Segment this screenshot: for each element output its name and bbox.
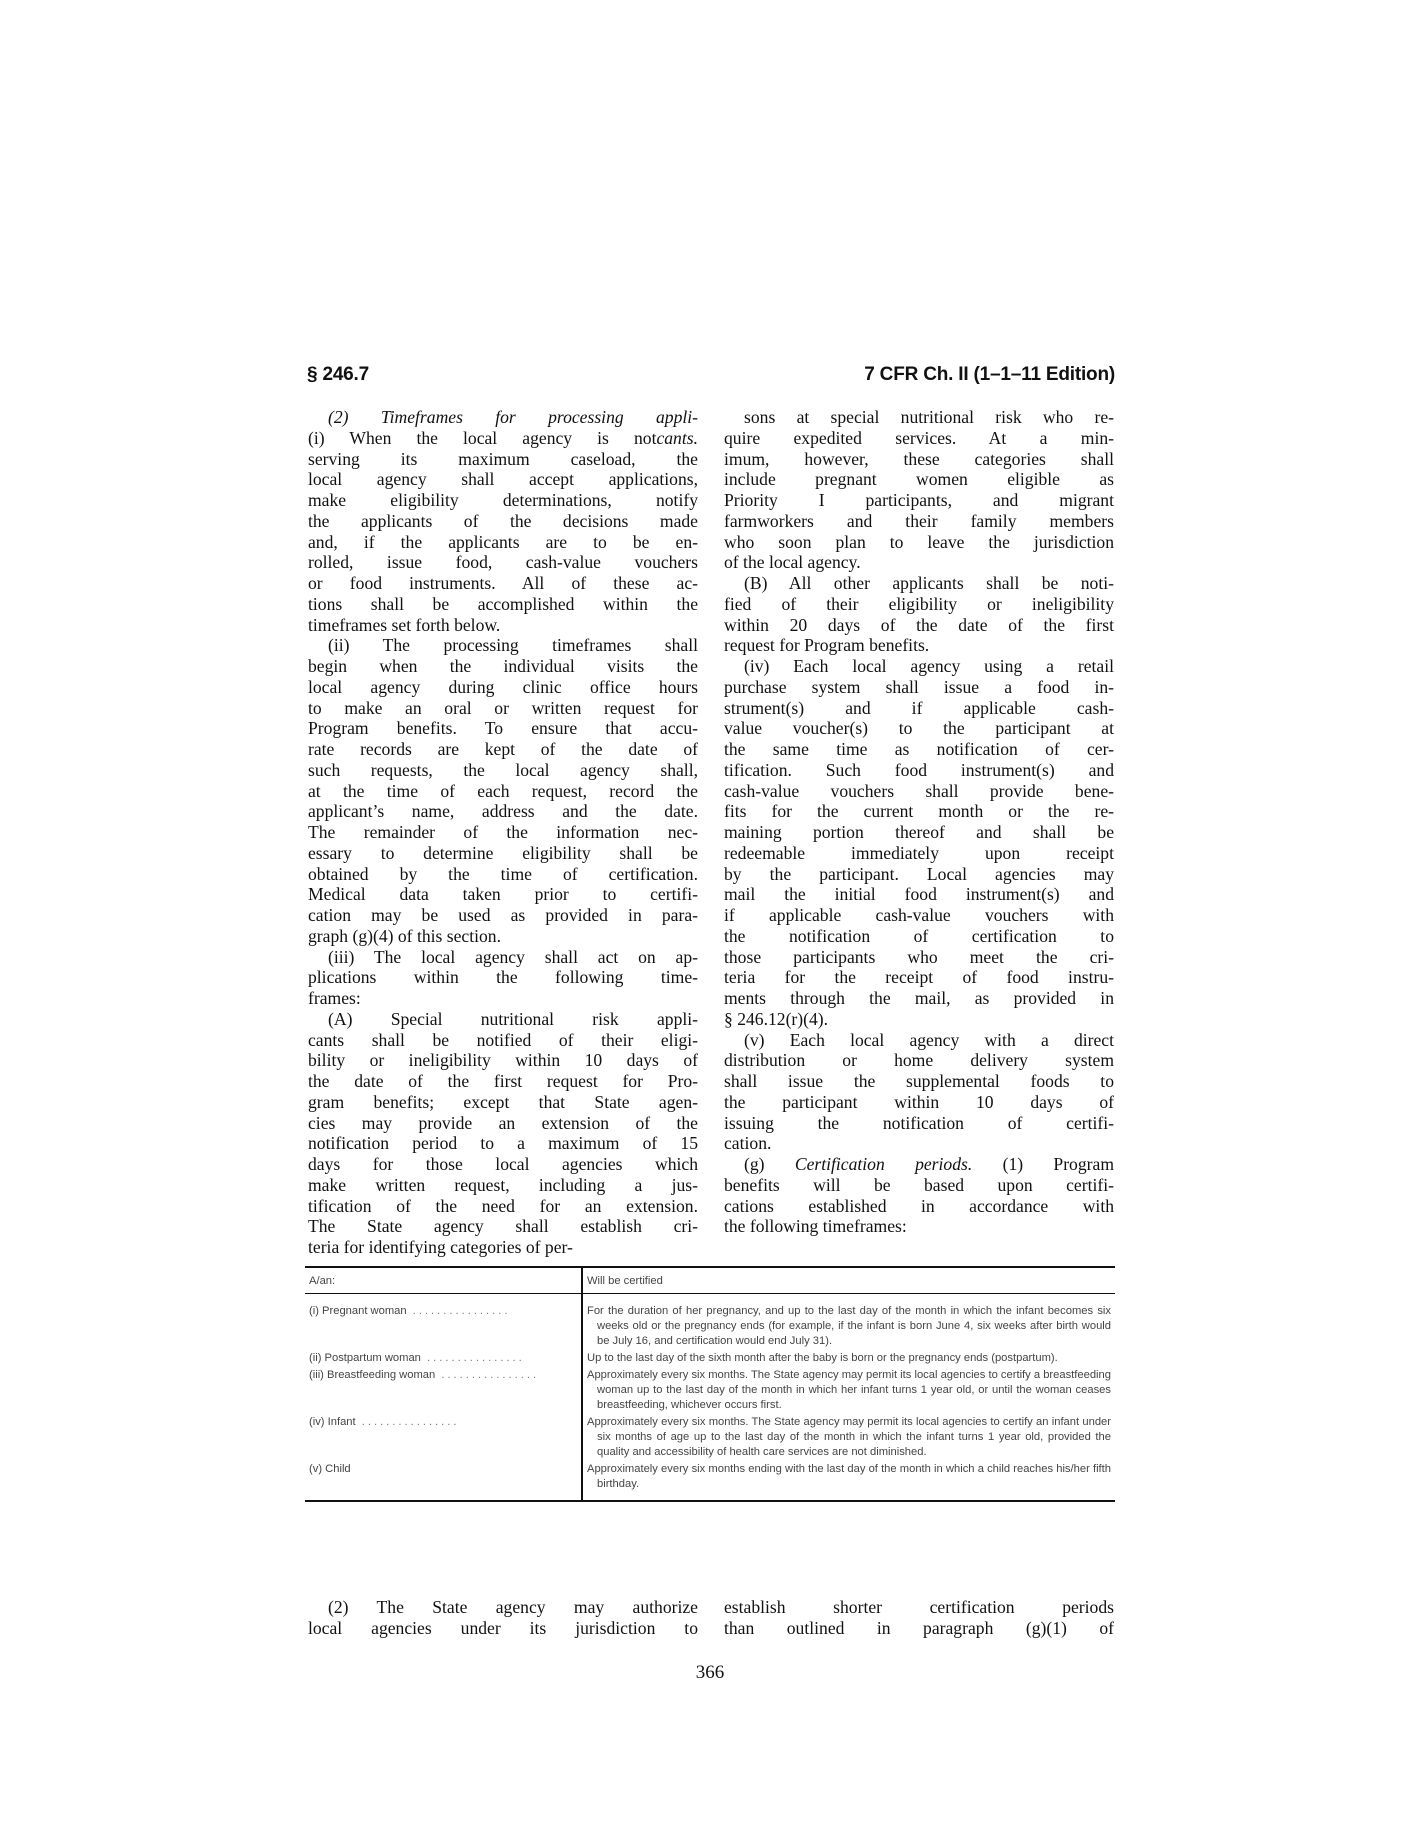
- text-line: notification period to a maximum of 15: [308, 1133, 698, 1154]
- text-line: Priority I participants, and migrant: [724, 490, 1114, 510]
- text-line: bility or ineligibility within 10 days of: [308, 1050, 698, 1071]
- text-line: sons at special nutritional risk who re-: [744, 407, 1114, 427]
- section-number: § 246.7: [307, 364, 369, 385]
- text-line: mail the initial food instrument(s) and: [724, 884, 1114, 905]
- text-line: gram benefits; except that State agen-: [308, 1091, 698, 1112]
- text-line: or food instruments. All of these ac-: [308, 573, 698, 593]
- dot-leader: ................: [406, 1305, 511, 1317]
- text-line: graph (g)(4) of this section.: [308, 925, 501, 946]
- text-line: local agency shall accept applications,: [308, 469, 698, 490]
- text-line: the participant within 10 days of: [724, 1091, 1114, 1112]
- text-line: farmworkers and their family members: [724, 510, 1114, 531]
- text-line: issuing the notification of certifi-: [724, 1112, 1114, 1133]
- text-line: fits for the current month or the re-: [724, 801, 1114, 822]
- dot-leader: ................: [355, 1416, 460, 1428]
- text-line: to make an oral or written request for: [308, 697, 698, 718]
- certification-period-cell: [582, 1294, 1115, 1351]
- text-line: tions shall be accomplished within the: [308, 593, 698, 614]
- text-line: [308, 407, 698, 428]
- text-line: imum, however, these categories shall: [724, 448, 1114, 469]
- text-run: (i) When the local agency is not: [308, 427, 657, 448]
- text-line: quire expedited services. At a min-: [724, 427, 1114, 448]
- table-row: [305, 1367, 1115, 1414]
- text-run: (g): [744, 1154, 795, 1174]
- text-line: (iv) Each local agency using a retail: [744, 656, 1114, 676]
- text-line: those participants who meet the cri-: [724, 946, 1114, 967]
- text-line: cies may provide an extension of the: [308, 1112, 698, 1133]
- text-line: the date of the first request for Pro-: [308, 1071, 698, 1091]
- text-line: frames:: [308, 988, 361, 1008]
- dot-leader: ................: [435, 1369, 540, 1381]
- text-line: fied of their eligibility or ineligibility: [724, 593, 1114, 614]
- text-line: teria for the receipt of food instru-: [724, 967, 1114, 988]
- category-cell: [305, 1294, 582, 1351]
- text-line: make eligibility determinations, notify: [308, 490, 698, 510]
- text-line: timeframes set forth below.: [308, 614, 501, 635]
- category-cell: [305, 1461, 582, 1501]
- text-line: benefits will be based upon certifi-: [724, 1174, 1114, 1195]
- certification-period-text: Approximately every six months. The State agency may permit its local agencies to certify an infant under six months of age up to the last day of the month in which the infant turns 1 year old, provided the quality and accessibility of health care services are not diminished.: [587, 1416, 1111, 1458]
- italic-heading: Certification periods.: [794, 1154, 973, 1174]
- category-cell: [305, 1367, 582, 1414]
- text-run: (1) Program: [972, 1154, 1115, 1174]
- text-line: [724, 1154, 1114, 1175]
- table-row: [305, 1350, 1115, 1367]
- text-line: (A) Special nutritional risk appli-: [328, 1008, 698, 1029]
- text-line: of the local agency.: [724, 552, 861, 573]
- text-line: tification. Such food instrument(s) and: [724, 759, 1114, 780]
- category-label: (ii) Postpartum woman: [309, 1352, 421, 1364]
- text-line: such requests, the local agency shall,: [308, 759, 698, 780]
- table-header-row: [305, 1267, 1115, 1294]
- text-line: The State agency shall establish cri-: [308, 1216, 698, 1237]
- text-line: local agencies under its jurisdiction to: [308, 1617, 698, 1638]
- text-line: request for Program benefits.: [724, 635, 930, 656]
- certification-period-text: Approximately every six months. The State agency may permit its local agencies to certify a breastfeeding woman up to the last day of the month in which her infant turns 1 year old, or until the woman ceases breastfeeding, whichever occurs first.: [587, 1369, 1111, 1411]
- certification-periods-table: [305, 1266, 1115, 1502]
- table-body: [305, 1294, 1115, 1502]
- text-line: days for those local agencies which: [308, 1154, 698, 1174]
- text-line: cations established in accordance with: [724, 1195, 1114, 1216]
- text-line: obtained by the time of certification.: [308, 863, 698, 884]
- text-line: serving its maximum caseload, the: [308, 448, 698, 469]
- text-line: begin when the individual visits the: [308, 656, 698, 676]
- text-line: plications within the following time-: [308, 967, 698, 988]
- text-line: distribution or home delivery system: [724, 1050, 1114, 1071]
- dot-leader: ................: [420, 1352, 525, 1364]
- certification-period-text: Up to the last day of the sixth month after the baby is born or the pregnancy ends (postpartum).: [587, 1352, 1058, 1364]
- text-line: the following timeframes:: [724, 1216, 907, 1237]
- text-line: include pregnant women eligible as: [724, 469, 1114, 490]
- text-line: than outlined in paragraph (g)(1) of: [724, 1617, 1114, 1638]
- text-line: cash-value vouchers shall provide bene-: [724, 780, 1114, 801]
- table-row: [305, 1461, 1115, 1501]
- category-label: (v) Child: [309, 1463, 351, 1475]
- text-line: the applicants of the decisions made: [308, 510, 698, 531]
- text-line: The remainder of the information nec-: [308, 822, 698, 842]
- category-label: (iv) Infant: [309, 1416, 356, 1428]
- text-line: shall issue the supplemental foods to: [724, 1071, 1114, 1091]
- italic-heading: cants.: [656, 427, 698, 448]
- text-line: strument(s) and if applicable cash-: [724, 697, 1114, 718]
- text-line: (v) Each local agency with a direct: [744, 1029, 1114, 1050]
- text-line: the notification of certification to: [724, 925, 1114, 946]
- table-row: [305, 1294, 1115, 1351]
- category-label: (iii) Breastfeeding woman: [309, 1369, 436, 1381]
- category-label: (i) Pregnant woman: [309, 1305, 407, 1317]
- text-line: essary to determine eligibility shall be: [308, 842, 698, 863]
- running-head: 7 CFR Ch. II (1–1–11 Edition): [864, 364, 1115, 385]
- text-line: (ii) The processing timeframes shall: [328, 635, 698, 656]
- text-line: cation.: [724, 1133, 772, 1154]
- text-line: maining portion thereof and shall be: [724, 822, 1114, 842]
- continued-text-left: [308, 1597, 698, 1639]
- text-line: rolled, issue food, cash-value vouchers: [308, 552, 698, 573]
- text-line: Medical data taken prior to certifi-: [308, 884, 698, 905]
- text-line: [308, 428, 698, 449]
- text-line: applicant’s name, address and the date.: [308, 801, 698, 822]
- text-line: local agency during clinic office hours: [308, 676, 698, 697]
- text-column-left: [308, 407, 698, 1258]
- text-line: purchase system shall issue a food in-: [724, 676, 1114, 697]
- page-number: 366: [695, 1662, 725, 1683]
- continued-text-right: [724, 1597, 1114, 1639]
- text-line: by the participant. Local agencies may: [724, 863, 1114, 884]
- text-line: § 246.12(r)(4).: [724, 1008, 829, 1029]
- text-line: if applicable cash-value vouchers with: [724, 905, 1114, 925]
- text-line: tification of the need for an extension.: [308, 1195, 698, 1216]
- text-line: at the time of each request, record the: [308, 780, 698, 801]
- text-line: (B) All other applicants shall be noti-: [744, 573, 1114, 593]
- text-line: cants shall be notified of their eligi-: [308, 1029, 698, 1050]
- text-line: establish shorter certification periods: [724, 1597, 1114, 1617]
- text-line: and, if the applicants are to be en-: [308, 531, 698, 552]
- certification-period-cell: [582, 1350, 1115, 1367]
- text-line: (2) The State agency may authorize: [328, 1597, 698, 1617]
- text-line: the same time as notification of cer-: [724, 739, 1114, 759]
- certification-period-cell: [582, 1367, 1115, 1414]
- text-line: value voucher(s) to the participant at: [724, 718, 1114, 739]
- text-line: (iii) The local agency shall act on ap-: [328, 946, 698, 967]
- text-line: ments through the mail, as provided in: [724, 988, 1114, 1008]
- text-line: redeemable immediately upon receipt: [724, 842, 1114, 863]
- category-cell: [305, 1350, 582, 1367]
- text-line: cation may be used as provided in para-: [308, 905, 698, 925]
- text-line: teria for identifying categories of per-: [308, 1237, 573, 1257]
- column-header-period: Will be certified: [582, 1267, 1115, 1294]
- table-row: [305, 1414, 1115, 1461]
- certification-period-text: Approximately every six months ending with the last day of the month in which a child reaches his/her fifth birthday.: [587, 1463, 1111, 1490]
- italic-heading: (2) Timeframes for processing appli-: [328, 407, 698, 427]
- text-line: within 20 days of the date of the first: [724, 614, 1114, 635]
- certification-period-cell: [582, 1414, 1115, 1461]
- category-cell: [305, 1414, 582, 1461]
- column-header-who: A/an:: [305, 1267, 582, 1294]
- text-line: Program benefits. To ensure that accu-: [308, 718, 698, 739]
- text-line: rate records are kept of the date of: [308, 739, 698, 759]
- text-column-right: [724, 407, 1114, 1237]
- text-line: make written request, including a jus-: [308, 1174, 698, 1195]
- certification-period-cell: [582, 1461, 1115, 1501]
- certification-period-text: For the duration of her pregnancy, and up to the last day of the month in which the infant becomes six weeks old or the pregnancy ends (for example, if the infant is born June 4, six weeks after birth would be July 16, and certification would end July 31).: [587, 1305, 1111, 1347]
- text-line: who soon plan to leave the jurisdiction: [724, 531, 1114, 552]
